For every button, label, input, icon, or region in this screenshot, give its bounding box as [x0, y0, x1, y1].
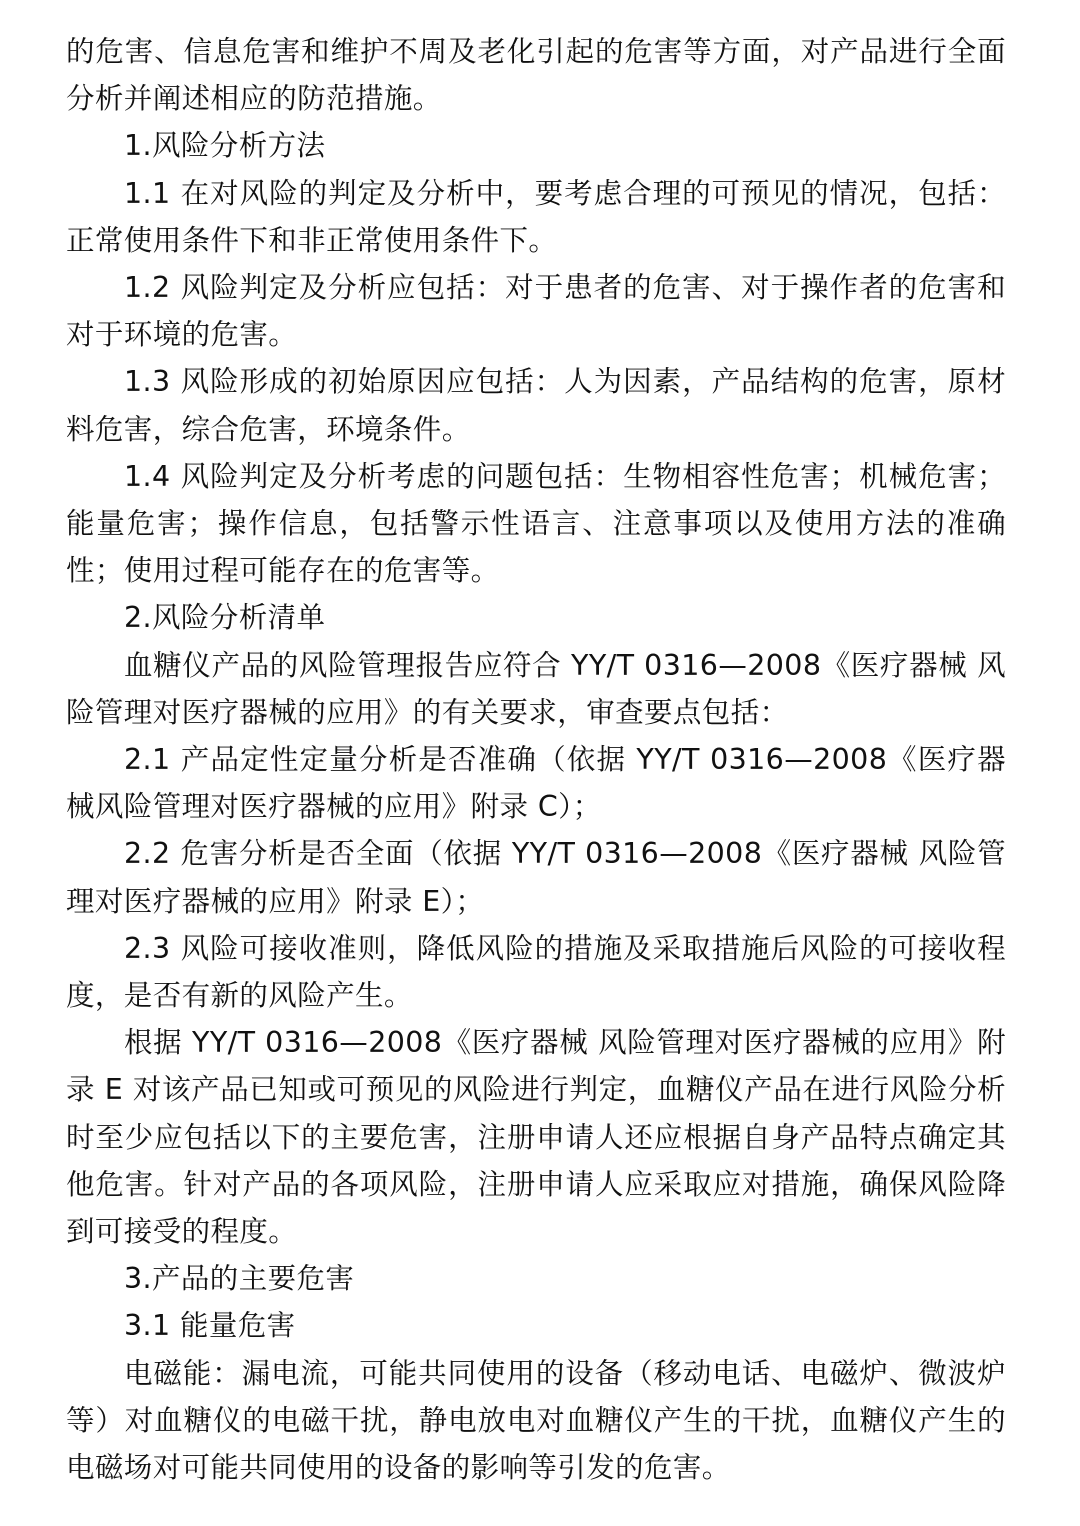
section-heading-risk-analysis-method: 1.风险分析方法: [124, 129, 326, 163]
paragraph-2-1: 2.1 产品定性定量分析是否准确（依据 YY/T 0316—2008《医疗器械风险管理对医疗器械的应用》附录 C）；: [66, 743, 1006, 824]
paragraph-intro-continuation: 的危害、信息危害和维护不周及老化引起的危害等方面，对产品进行全面分析并阐述相应的防范措施。: [66, 35, 1006, 116]
section-heading-risk-analysis-list: 2.风险分析清单: [124, 601, 326, 635]
paragraph-appendix-e-assessment: 根据 YY/T 0316—2008《医疗器械 风险管理对医疗器械的应用》附录 E 对该产品已知或可预见的风险进行判定，血糖仪产品在进行风险分析时至少应包括以下的主要危害，注册申请人还应根据自身产品特点确定其他危害。针对产品的各项风险，注册申请人应采取应对措施，确保风险降到可接受的程度。: [66, 1026, 1006, 1249]
paragraph-1-2: 1.2 风险判定及分析应包括：对于患者的危害、对于操作者的危害和对于环境的危害。: [66, 271, 1006, 352]
paragraph-1-4: 1.4 风险判定及分析考虑的问题包括：生物相容性危害；机械危害；能量危害；操作信息，包括警示性语言、注意事项以及使用方法的准确性；使用过程可能存在的危害等。: [66, 459, 1006, 588]
paragraph-electromagnetic-energy: 电磁能：漏电流，可能共同使用的设备（移动电话、电磁炉、微波炉等）对血糖仪的电磁干扰，静电放电对血糖仪产生的干扰，血糖仪产生的电磁场对可能共同使用的设备的影响等引发的危害。: [66, 1356, 1006, 1485]
paragraph-risk-report-requirements: 血糖仪产品的风险管理报告应符合 YY/T 0316—2008《医疗器械 风险管理对医疗器械的应用》的有关要求，审查要点包括：: [66, 648, 1006, 729]
document-body: [66, 28, 1006, 1491]
subsection-heading-energy-hazards: 3.1 能量危害: [124, 1309, 296, 1343]
paragraph-1-1: 1.1 在对风险的判定及分析中，要考虑合理的可预见的情况，包括：正常使用条件下和非正常使用条件下。: [66, 176, 1006, 257]
paragraph-2-2: 2.2 危害分析是否全面（依据 YY/T 0316—2008《医疗器械 风险管理对医疗器械的应用》附录 E）；: [66, 837, 1006, 918]
paragraph-2-3: 2.3 风险可接收准则，降低风险的措施及采取措施后风险的可接收程度，是否有新的风险产生。: [66, 931, 1006, 1013]
section-heading-main-hazards: 3.产品的主要危害: [124, 1262, 355, 1296]
paragraph-1-3: 1.3 风险形成的初始原因应包括：人为因素，产品结构的危害，原材料危害，综合危害，环境条件。: [66, 365, 1006, 446]
